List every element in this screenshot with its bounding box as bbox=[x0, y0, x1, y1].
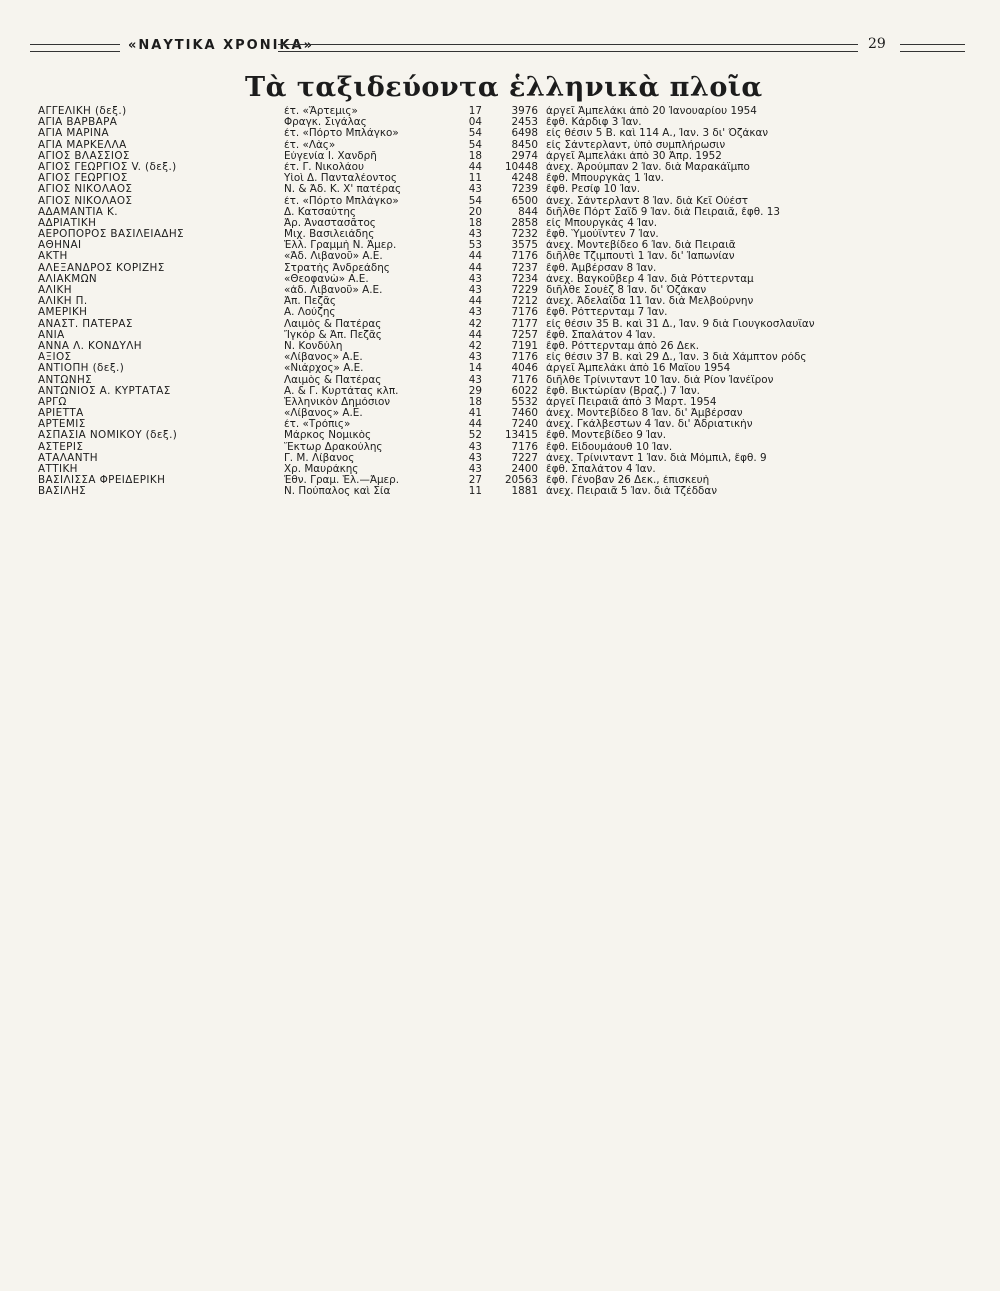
ship-tonnage: 3976 bbox=[511, 106, 538, 117]
ship-tonnage: 7239 bbox=[511, 184, 538, 196]
ship-row bbox=[38, 341, 978, 352]
ship-tonnage: 844 bbox=[518, 206, 538, 218]
ship-row bbox=[38, 386, 978, 397]
ship-tonnage: 7237 bbox=[511, 262, 538, 274]
ship-flag-code: 29 bbox=[468, 385, 482, 397]
ship-owner: «Λίβανος» Α.Ε. bbox=[284, 408, 363, 420]
ship-row bbox=[38, 196, 978, 207]
ship-flag-code: 41 bbox=[468, 408, 482, 420]
ship-owner: Ν. & Ἀδ. Κ. Χ' πατέρας bbox=[284, 184, 402, 196]
ship-row bbox=[38, 319, 978, 330]
ship-flag-code: 43 bbox=[468, 184, 482, 196]
ship-name: ΑΓΙΟΣ ΝΙΚΟΛΑΟΣ bbox=[38, 195, 133, 207]
ship-row bbox=[38, 330, 978, 341]
ship-flag-code: 44 bbox=[468, 329, 482, 341]
ship-tonnage: 7176 bbox=[511, 307, 538, 319]
ship-owner: Ἕκτωρ Δρακούλης bbox=[284, 441, 383, 453]
ship-row bbox=[38, 419, 978, 430]
ship-tonnage: 7176 bbox=[511, 352, 538, 364]
ship-owner: Ἐθν. Γραμ. Ἑλ.—Ἀμερ. bbox=[284, 475, 400, 487]
ship-flag-code: 18 bbox=[468, 150, 482, 162]
ship-row bbox=[38, 218, 978, 229]
ship-name: ΑΓΙΟΣ ΒΛΑΣΣΙΟΣ bbox=[38, 150, 130, 162]
ship-flag-code: 27 bbox=[468, 475, 482, 487]
ship-movement: ἀργεῖ Πειραιᾶ ἀπὸ 3 Μαρτ. 1954 bbox=[546, 396, 717, 408]
header-rule-left bbox=[30, 44, 120, 52]
ship-name: ΑΤΑΛΑΝΤΗ bbox=[38, 452, 98, 464]
ship-tonnage: 7232 bbox=[511, 229, 538, 241]
ship-row bbox=[38, 486, 978, 497]
ship-flag-code: 11 bbox=[468, 173, 482, 185]
ship-row bbox=[38, 296, 978, 307]
ship-flag-code: 44 bbox=[468, 419, 482, 431]
ship-name: ΑΔΡΙΑΤΙΚΗ bbox=[38, 217, 97, 229]
ship-flag-code: 43 bbox=[468, 452, 482, 464]
ship-row bbox=[38, 464, 978, 475]
ship-flag-code: 18 bbox=[468, 217, 482, 229]
ship-flag-code: 18 bbox=[468, 396, 482, 408]
ship-movement: διῆλθε Τζιμπουτὶ 1 Ἰαν. δι' Ἰαπωνίαν bbox=[546, 251, 735, 263]
ship-flag-code: 44 bbox=[468, 296, 482, 308]
ship-owner: «Νιάρχος» Α.Ε. bbox=[284, 363, 364, 375]
ship-owner: Ἑλληνικὸν Δημόσιον bbox=[284, 396, 391, 408]
ship-tonnage: 2858 bbox=[511, 217, 538, 229]
ship-name: ΑΚΤΗ bbox=[38, 251, 68, 263]
ship-owner: Ἀπ. Πεζᾶς bbox=[284, 296, 336, 308]
ship-owner: Χρ. Μαυράκης bbox=[284, 464, 359, 475]
ship-flag-code: 20 bbox=[468, 206, 482, 218]
ship-name: ΑΓΓΕΛΙΚΗ (δεξ.) bbox=[38, 106, 127, 117]
ship-name: ΑΜΕΡΙΚΗ bbox=[38, 307, 88, 319]
ship-name: ΑΡΤΕΜΙΣ bbox=[38, 419, 86, 431]
ship-owner: Ἴγκόρ & Ἀπ. Πεζᾶς bbox=[284, 329, 382, 341]
ship-name: ΑΣΤΕΡΙΣ bbox=[38, 441, 84, 453]
ship-tonnage: 7176 bbox=[511, 251, 538, 263]
ship-tonnage: 6498 bbox=[511, 128, 538, 140]
ship-owner: ἐτ. Γ. Νικολάου bbox=[284, 161, 365, 173]
ship-owner: «ἀδ. Λιβανοῦ» Α.Ε. bbox=[284, 285, 383, 296]
ship-name: ΑΝΑΣΤ. ΠΑΤΕΡΑΣ bbox=[38, 318, 133, 330]
ship-owner: ἐτ. «Πόρτο Μπλάγκο» bbox=[284, 128, 399, 140]
ship-movement: ἔφθ. Γένοβαν 26 Δεκ., ἐπισκευὴ bbox=[546, 475, 710, 487]
ship-flag-code: 52 bbox=[468, 430, 482, 442]
ship-name: ΑΝΤΩΝΗΣ bbox=[38, 374, 93, 386]
ship-owner: Εὐγενία Ι. Χανδρῆ bbox=[284, 150, 377, 162]
ship-owner: Ἀρ. Ἀναστασᾶτος bbox=[284, 217, 376, 229]
ship-tonnage: 2453 bbox=[511, 117, 538, 129]
ship-row bbox=[38, 442, 978, 453]
ship-movement: ἀνεχ. Βαγκοῦβερ 4 Ἰαν. διὰ Ρόττερνταμ bbox=[546, 273, 754, 285]
ship-owner: Φραγκ. Σιγάλας bbox=[284, 117, 367, 129]
ship-flag-code: 53 bbox=[468, 240, 482, 252]
page-title: Τὰ ταξιδεύοντα ἑλληνικὰ πλοῖα bbox=[245, 72, 763, 103]
ship-flag-code: 43 bbox=[468, 229, 482, 241]
ship-owner: ἐτ. «Λὰς» bbox=[284, 139, 336, 151]
ship-tonnage: 2974 bbox=[511, 150, 538, 162]
ship-movement: εἰς θέσιν 37 Β. καὶ 29 Δ., Ἰαν. 3 διὰ Χάμπτον ρόδς bbox=[546, 352, 807, 364]
ship-flag-code: 17 bbox=[468, 106, 482, 117]
ship-tonnage: 7229 bbox=[511, 285, 538, 296]
ship-tonnage: 7177 bbox=[511, 318, 538, 330]
ship-tonnage: 7257 bbox=[511, 329, 538, 341]
ship-flag-code: 11 bbox=[468, 486, 482, 498]
ship-tonnage: 7460 bbox=[511, 408, 538, 420]
ship-tonnage: 7176 bbox=[511, 374, 538, 386]
ship-row bbox=[38, 408, 978, 419]
ship-movement: εἰς θέσιν 35 Β. καὶ 31 Δ., Ἰαν. 9 διὰ Γιουγκοσλαυΐαν bbox=[546, 318, 815, 330]
ship-row bbox=[38, 251, 978, 262]
ship-flag-code: 44 bbox=[468, 161, 482, 173]
ship-name: ΑΡΓΩ bbox=[38, 396, 67, 408]
ship-movement: ἀργεῖ Ἀμπελάκι ἀπὸ 30 Ἀπρ. 1952 bbox=[546, 150, 722, 162]
ship-flag-code: 42 bbox=[468, 318, 482, 330]
ship-tonnage: 7234 bbox=[511, 273, 538, 285]
ship-tonnage: 1881 bbox=[511, 486, 538, 498]
ship-movement: ἔφθ. Κάρδιφ 3 Ἰαν. bbox=[546, 117, 642, 129]
ship-listing bbox=[38, 106, 978, 498]
ship-movement: ἔφθ. Ρόττερνταμ 7 Ἰαν. bbox=[546, 307, 668, 319]
ship-row bbox=[38, 263, 978, 274]
ship-owner: Α. & Γ. Κυρτάτας κλπ. bbox=[284, 385, 399, 397]
ship-owner: Λαιμὸς & Πατέρας bbox=[284, 374, 382, 386]
ship-tonnage: 7240 bbox=[511, 419, 538, 431]
ship-name: ΑΡΙΕΤΤΑ bbox=[38, 408, 84, 420]
ship-row bbox=[38, 240, 978, 251]
ship-name: ΑΓΙΑ ΜΑΡΚΕΛΛΑ bbox=[38, 139, 127, 151]
ship-tonnage: 2400 bbox=[511, 464, 538, 475]
ship-name: ΑΤΤΙΚΗ bbox=[38, 464, 78, 475]
ship-tonnage: 10448 bbox=[504, 161, 538, 173]
ship-movement: εἰς Σάντερλαντ, ὑπὸ συμπλήρωσιν bbox=[546, 139, 726, 151]
ship-name: ΑΓΙΑ ΒΑΡΒΑΡΑ bbox=[38, 117, 118, 129]
ship-owner: Ν. Κονδύλη bbox=[284, 340, 343, 352]
ship-name: ΑΛΙΑΚΜΩΝ bbox=[38, 273, 98, 285]
ship-tonnage: 7176 bbox=[511, 441, 538, 453]
ship-flag-code: 14 bbox=[468, 363, 482, 375]
ship-name: ΑΝΙΑ bbox=[38, 329, 65, 341]
ship-owner: «Θεοφανὼ» Α.Ε. bbox=[284, 273, 369, 285]
ship-flag-code: 43 bbox=[468, 464, 482, 475]
ship-flag-code: 43 bbox=[468, 307, 482, 319]
ship-name: ΑΞΙΟΣ bbox=[38, 352, 72, 364]
ship-flag-code: 43 bbox=[468, 352, 482, 364]
ship-tonnage: 13415 bbox=[504, 430, 538, 442]
ship-flag-code: 43 bbox=[468, 441, 482, 453]
ship-movement: ἀνεχ. Πειραιᾶ 5 Ἰαν. διὰ Τζέδδαν bbox=[546, 486, 718, 498]
ship-movement: ἀνεχ. Ἀρούμπαν 2 Ἰαν. διὰ Μαρακάϊμπο bbox=[546, 161, 750, 173]
ship-flag-code: 04 bbox=[468, 117, 482, 129]
ship-owner: Μάρκος Νομικὸς bbox=[284, 430, 372, 442]
ship-row bbox=[38, 430, 978, 441]
journal-name: «ΝΑΥΤΙΚΑ ΧΡΟΝΙΚΑ» bbox=[128, 38, 314, 53]
ship-movement: ἀνεχ. Σάντερλαντ 8 Ἰαν. διὰ Κεῖ Οὐέστ bbox=[546, 195, 748, 207]
ship-owner: Υἱοὶ Δ. Πανταλέοντος bbox=[284, 173, 397, 185]
ship-movement: ἔφθ. Μπουργκὰς 1 Ἰαν. bbox=[546, 173, 664, 185]
ship-name: ΑΓΙΟΣ ΓΕΩΡΓΙΟΣ bbox=[38, 173, 128, 185]
ship-tonnage: 5532 bbox=[511, 396, 538, 408]
ship-movement: ἔφθ. Βικτώρίαν (Βραζ.) 7 Ἰαν. bbox=[546, 385, 700, 397]
ship-name: ΑΓΙΟΣ ΝΙΚΟΛΑΟΣ bbox=[38, 184, 133, 196]
ship-movement: ἔφθ. Ρεσίφ 10 Ἰαν. bbox=[546, 184, 641, 196]
ship-movement: ἀνεχ. Μοντεβίδεο 8 Ἰαν. δι' Ἀμβέρσαν bbox=[546, 408, 743, 420]
ship-flag-code: 44 bbox=[468, 262, 482, 274]
ship-movement: ἀργεῖ Ἀμπελάκι ἀπὸ 20 Ἰανουαρίου 1954 bbox=[546, 106, 757, 117]
ship-movement: ἀνεχ. Γκάλβεστων 4 Ἰαν. δι' Ἀδριατικὴν bbox=[546, 419, 753, 431]
ship-movement: ἔφθ. Σπαλάτον 4 Ἰαν. bbox=[546, 329, 656, 341]
ship-row bbox=[38, 274, 978, 285]
ship-row bbox=[38, 151, 978, 162]
ship-movement: διῆλθε Πόρτ Σαΐδ 9 Ἰαν. διὰ Πειραιᾶ, ἔφθ. 13 bbox=[546, 206, 780, 218]
ship-movement: διῆλθε Τρίνινταντ 10 Ἰαν. διὰ Ρίον Ἰανέϊρον bbox=[546, 374, 774, 386]
ship-movement: ἀργεῖ Ἀμπελάκι ἀπὸ 16 Μαΐου 1954 bbox=[546, 363, 731, 375]
ship-flag-code: 42 bbox=[468, 340, 482, 352]
ship-name: ΒΑΣΙΛΗΣ bbox=[38, 486, 87, 498]
ship-tonnage: 3575 bbox=[511, 240, 538, 252]
ship-row bbox=[38, 397, 978, 408]
ship-row bbox=[38, 453, 978, 464]
ship-movement: ἔφθ. Ἀμβέρσαν 8 Ἰαν. bbox=[546, 262, 657, 274]
ship-name: ΑΘΗΝΑΙ bbox=[38, 240, 82, 252]
ship-owner: «Λίβανος» Α.Ε. bbox=[284, 352, 363, 364]
ship-movement: ἔφθ. Ρόττερνταμ ἀπὸ 26 Δεκ. bbox=[546, 340, 700, 352]
ship-row bbox=[38, 475, 978, 486]
ship-tonnage: 4248 bbox=[511, 173, 538, 185]
ship-name: ΑΝΤΙΟΠΗ (δεξ.) bbox=[38, 363, 125, 375]
ship-row bbox=[38, 285, 978, 296]
ship-row bbox=[38, 184, 978, 195]
ship-owner: Γ. Μ. Λίβανος bbox=[284, 452, 355, 464]
ship-movement: διῆλθε Σουὲζ 8 Ἰαν. δι' Ὀζάκαν bbox=[546, 285, 707, 296]
ship-movement: ἔφθ. Μοντεβίδεο 9 Ἰαν. bbox=[546, 430, 667, 442]
ship-movement: ἔφθ. Ὑμούϊντεν 7 Ἰαν. bbox=[546, 229, 659, 241]
ship-movement: ἀνεχ. Μοντεβίδεο 6 Ἰαν. διὰ Πειραιᾶ bbox=[546, 240, 736, 252]
ship-name: ΑΛΙΚΗ bbox=[38, 285, 72, 296]
ship-row bbox=[38, 307, 978, 318]
ship-flag-code: 43 bbox=[468, 273, 482, 285]
ship-flag-code: 54 bbox=[468, 195, 482, 207]
ship-name: ΒΑΣΙΛΙΣΣΑ ΦΡΕΙΔΕΡΙΚΗ bbox=[38, 475, 166, 487]
ship-row bbox=[38, 207, 978, 218]
ship-flag-code: 54 bbox=[468, 128, 482, 140]
ship-name: ΑΛΙΚΗ Π. bbox=[38, 296, 88, 308]
ship-tonnage: 7227 bbox=[511, 452, 538, 464]
ship-name: ΑΓΙΟΣ ΓΕΩΡΓΙΟΣ V. (δεξ.) bbox=[38, 161, 177, 173]
ship-name: ΑΕΡΟΠΟΡΟΣ ΒΑΣΙΛΕΙΑΔΗΣ bbox=[38, 229, 185, 241]
ship-owner: Μιχ. Βασιλειάδης bbox=[284, 229, 375, 241]
ship-tonnage: 4046 bbox=[511, 363, 538, 375]
ship-name: ΑΣΠΑΣΙΑ ΝΟΜΙΚΟΥ (δεξ.) bbox=[38, 430, 178, 442]
ship-movement: ἀνεχ. Τρίνινταντ 1 Ἰαν. διὰ Μόμπιλ, ἔφθ. 9 bbox=[546, 452, 767, 464]
page-number: 29 bbox=[868, 36, 886, 52]
ship-flag-code: 54 bbox=[468, 139, 482, 151]
ship-name: ΑΔΑΜΑΝΤΙΑ Κ. bbox=[38, 206, 118, 218]
header-rule-middle bbox=[278, 44, 858, 52]
ship-owner: Ἑλλ. Γραμμὴ Ν. Ἀμερ. bbox=[284, 240, 397, 252]
ship-flag-code: 43 bbox=[468, 285, 482, 296]
ship-row bbox=[38, 229, 978, 240]
ship-tonnage: 20563 bbox=[504, 475, 538, 487]
ship-row bbox=[38, 363, 978, 374]
ship-row bbox=[38, 173, 978, 184]
ship-owner: Δ. Κατσαύτης bbox=[284, 206, 357, 218]
ship-owner: ἐτ. «Ἄρτεμις» bbox=[284, 106, 358, 117]
ship-row bbox=[38, 162, 978, 173]
page-header bbox=[30, 36, 965, 60]
ship-tonnage: 6022 bbox=[511, 385, 538, 397]
ship-movement: ἔφθ. Εἰδουμάουθ 10 Ἰαν. bbox=[546, 441, 673, 453]
ship-owner: Λαιμὸς & Πατέρας bbox=[284, 318, 382, 330]
ship-row bbox=[38, 140, 978, 151]
ship-row bbox=[38, 375, 978, 386]
ship-tonnage: 7212 bbox=[511, 296, 538, 308]
ship-row bbox=[38, 128, 978, 139]
ship-tonnage: 8450 bbox=[511, 139, 538, 151]
ship-owner: ἐτ. «Πόρτο Μπλάγκο» bbox=[284, 195, 399, 207]
ship-row bbox=[38, 117, 978, 128]
ship-owner: Ν. Πούπαλος καὶ Σία bbox=[284, 486, 391, 498]
header-rule-right bbox=[900, 44, 965, 52]
ship-tonnage: 6500 bbox=[511, 195, 538, 207]
ship-owner: Α. Λούζης bbox=[284, 307, 336, 319]
ship-name: ΑΝΤΩΝΙΟΣ Α. ΚΥΡΤΑΤΑΣ bbox=[38, 385, 171, 397]
ship-movement: ἀνεχ. Ἀδελαΐδα 11 Ἰαν. διὰ Μελβούρνην bbox=[546, 296, 754, 308]
ship-row bbox=[38, 106, 978, 117]
ship-tonnage: 7191 bbox=[511, 340, 538, 352]
ship-flag-code: 43 bbox=[468, 374, 482, 386]
ship-owner: Στρατὴς Ἀνδρεάδης bbox=[284, 262, 390, 274]
ship-owner: ἐτ. «Τρόπις» bbox=[284, 419, 351, 431]
ship-row bbox=[38, 352, 978, 363]
ship-flag-code: 44 bbox=[468, 251, 482, 263]
ship-movement: ἔφθ. Σπαλάτον 4 Ἰαν. bbox=[546, 464, 656, 475]
ship-name: ΑΓΙΑ ΜΑΡΙΝΑ bbox=[38, 128, 110, 140]
ship-owner: «Ἀδ. Λιβανοῦ» Α.Ε. bbox=[284, 251, 383, 263]
ship-name: ΑΛΕΞΑΝΔΡΟΣ ΚΟΡΙΖΗΣ bbox=[38, 262, 165, 274]
ship-name: ΑΝΝΑ Λ. ΚΟΝΔΥΛΗ bbox=[38, 340, 142, 352]
ship-movement: εἰς θέσιν 5 Β. καὶ 114 Α., Ἰαν. 3 δι' Ὀζάκαν bbox=[546, 128, 769, 140]
ship-movement: εἰς Μπουργκὰς 4 Ἰαν. bbox=[546, 217, 658, 229]
